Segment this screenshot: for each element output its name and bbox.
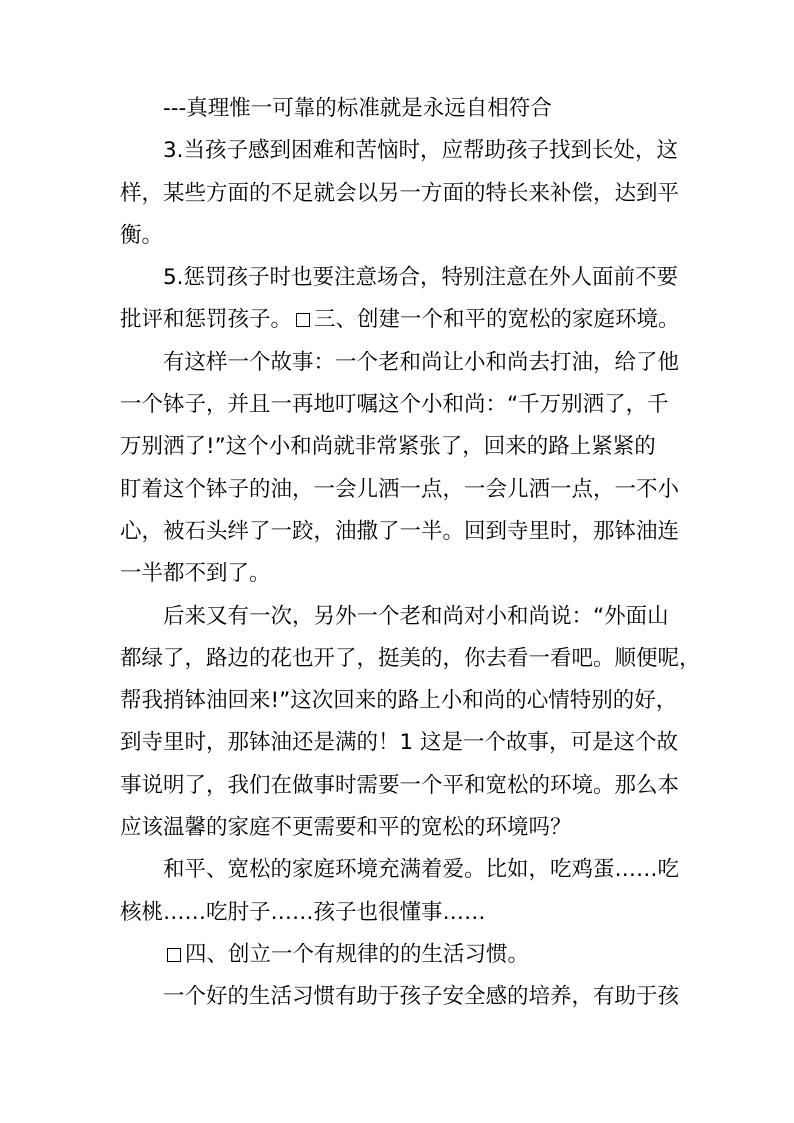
text-line [120,934,676,976]
text-line [120,215,676,257]
text-line [120,553,676,595]
checkbox-square-icon [296,313,310,327]
checkbox-square-icon [167,948,181,962]
line-text: 应该温馨的家庭不更需要和平的宽松的环境吗？ [120,815,572,841]
text-line [120,426,676,468]
line-text: 一个钵子，并且一再地叮嘱这个小和尚：“千万别洒了，千 [120,392,669,418]
text-line [120,299,680,341]
line-text: 和平、宽松的家庭环境充满着爱。比如，吃鸡蛋……吃 [163,857,680,883]
text-line [120,807,676,849]
line-text: 到寺里时，那钵油还是满的！1 这是一个故事，可是这个故 [120,730,679,756]
section-heading-text: 四、创立一个有规律的的生活习惯。 [185,941,530,967]
text-line [120,976,680,1018]
line-text: 万别洒了!”这个小和尚就非常紧张了，回来的路上紧紧的 [120,434,656,460]
text-line [120,257,679,299]
line-text: 一半都不到了。 [120,561,271,587]
text-line [120,384,676,426]
text-line [120,680,676,722]
text-line [120,892,676,934]
text-line [120,849,680,891]
line-text: 衡。 [120,222,164,248]
text-line [120,469,680,511]
text-line [120,722,679,764]
line-text: 事说明了，我们在做事时需要一个平和宽松的环境。那么本 [120,772,680,798]
section-heading-text: 三、创建一个和平的宽松的家庭环境。 [314,307,680,333]
line-text: 批评和惩罚孩子。 [120,307,293,333]
line-text: 一个好的生活习惯有助于孩子安全感的培养，有助于孩 [163,984,680,1010]
line-text: ---真理惟一可靠的标准就是永远自相符合 [163,96,552,121]
line-text: 帮我捎钵油回来!”这次回来的路上小和尚的心情特别的好， [120,688,678,714]
line-text: 样，某些方面的不足就会以另一方面的特长来补偿，达到平 [120,180,680,206]
line-text: 有这样一个故事：一个老和尚让小和尚去打油，给了他 [163,349,680,375]
line-text: 盯着这个钵子的油，一会儿洒一点，一会儿洒一点，一不小 [120,476,680,502]
document-body [120,88,701,1019]
text-line [120,511,680,553]
text-line [120,88,676,130]
text-line [120,173,680,215]
line-text: 5.惩罚孩子时也要注意场合，特别注意在外人面前不要 [163,265,679,291]
text-line [120,342,680,384]
line-text: 后来又有一次，另外一个老和尚对小和尚说：“外面山 [163,603,669,629]
text-line [120,765,680,807]
line-text: 核桃……吃肘子……孩子也很懂事…… [120,899,486,925]
line-text: 都绿了，路边的花也开了，挺美的，你去看一看吧。顺便呢， [120,645,701,671]
text-line [120,130,679,172]
line-text: 心，被石头绊了一跤，油撒了一半。回到寺里时，那钵油连 [120,518,680,544]
text-line [120,638,701,680]
text-line [120,596,676,638]
line-text: 3.当孩子感到困难和苦恼时，应帮助孩子找到长处，这 [163,138,679,164]
